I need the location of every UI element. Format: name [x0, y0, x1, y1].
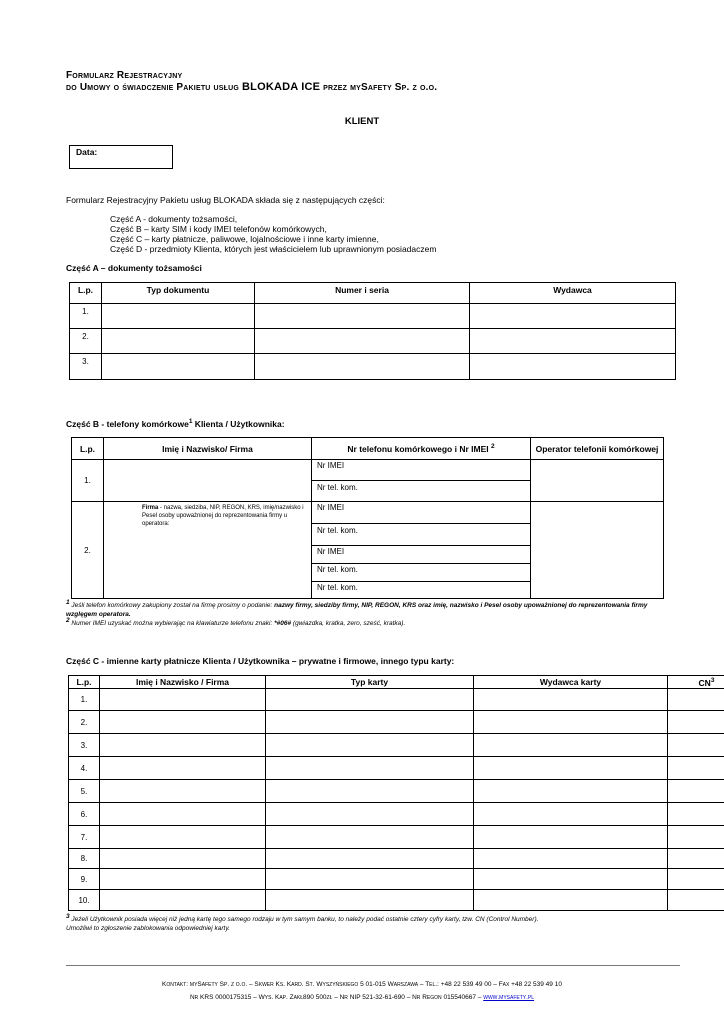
col-operator: Operator telefonii komórkowej — [531, 438, 664, 460]
input-cell[interactable] — [531, 502, 664, 599]
footnote-bold: nazwy firmy, siedziby firmy, NIP, REGON, KRS oraz imię, nazwisko i Pesel osoby upoważnionej do reprezentowania firmy wzglęgem operatora. — [66, 602, 648, 619]
table-row — [69, 890, 724, 911]
tel-field[interactable] — [312, 480, 530, 501]
input-cell[interactable] — [668, 734, 724, 757]
input-cell[interactable] — [100, 826, 266, 849]
input-cell[interactable] — [100, 734, 266, 757]
input-cell[interactable] — [668, 869, 724, 890]
footnote-number: 2 — [66, 617, 70, 624]
col-cn-label: CN — [698, 677, 711, 688]
footnote-number: 3 — [66, 913, 70, 920]
table-row — [70, 304, 676, 329]
col-lp: L.p. — [72, 438, 104, 460]
input-cell[interactable] — [668, 711, 724, 734]
input-cell[interactable] — [255, 329, 470, 354]
input-cell[interactable] — [100, 689, 266, 711]
footnote-3 — [66, 912, 676, 933]
footnote-bold: *#06# — [274, 620, 292, 628]
imei-label: Nr IMEI — [317, 503, 345, 512]
footnote-2 — [66, 616, 676, 628]
input-cell[interactable] — [474, 890, 668, 911]
form-title: Formularz Rejestracyjny — [66, 70, 183, 81]
col-cn — [668, 676, 724, 689]
section-c-table — [68, 675, 724, 911]
footnote-ref: 3 — [710, 676, 715, 684]
firma-cell[interactable] — [104, 502, 312, 599]
tel-label: Nr tel. kom. — [317, 583, 358, 592]
col-lp: L.p. — [69, 676, 100, 689]
footer-registry-text: Nr KRS 0000175315 – Wys. Kap. Zakł890 500zł – Nr NIP 521-32-61-690 – Nr Regon 015540667 – — [189, 994, 484, 1001]
table-row — [72, 502, 664, 599]
website-link[interactable]: www.mysafety.pl — [483, 994, 535, 1001]
tel-label: Nr tel. kom. — [317, 483, 358, 492]
row-number: 7. — [69, 826, 100, 849]
table-row — [69, 849, 724, 869]
input-cell[interactable] — [470, 329, 676, 354]
input-cell[interactable] — [474, 689, 668, 711]
klient-heading: KLIENT — [344, 116, 380, 127]
input-cell[interactable] — [100, 869, 266, 890]
table-row — [70, 329, 676, 354]
tel-field[interactable] — [312, 581, 530, 598]
row-number: 6. — [69, 803, 100, 826]
table-row — [69, 780, 724, 803]
date-field[interactable] — [69, 145, 173, 169]
row-number: 3. — [70, 354, 102, 380]
input-cell[interactable] — [474, 780, 668, 803]
input-cell[interactable] — [474, 757, 668, 780]
col-typ-dokumentu: Typ dokumentu — [102, 283, 255, 304]
part-item: Część D - przedmioty Klienta, których jest właścicielem lub uprawnionym posiadaczem — [110, 244, 437, 254]
firma-bold: Firma — [142, 505, 159, 511]
intro-text: Formularz Rejestracyjny Pakietu usług BLOKADA składa się z następujących części: — [66, 195, 385, 205]
subtitle-brand: BLOKADA ICE — [242, 81, 321, 93]
footer-registry — [0, 994, 724, 1001]
row-number: 2. — [72, 502, 104, 599]
input-cell[interactable] — [102, 329, 255, 354]
footnote-text: Jeżeli Użytkownik posiada więcej niż jedną kartę tego samego rodzaju w tym samym banku, to należy podać ostatnie cztery cyfry karty, tzw. CN (Control Number). — [69, 916, 539, 924]
section-a-title: Część A – dokumenty tożsamości — [66, 263, 202, 273]
input-cell[interactable] — [266, 689, 474, 711]
imei-label: Nr IMEI — [317, 461, 345, 470]
part-item: Część A - dokumenty tożsamości, — [110, 214, 238, 224]
row-number: 3. — [69, 734, 100, 757]
input-cell[interactable] — [100, 757, 266, 780]
input-cell[interactable] — [668, 689, 724, 711]
input-cell[interactable] — [266, 711, 474, 734]
input-cell[interactable] — [255, 354, 470, 380]
section-b-title-pre: Część B - telefony komórkowe — [66, 418, 189, 429]
imei-field[interactable] — [312, 502, 530, 523]
input-cell[interactable] — [100, 849, 266, 869]
form-subtitle — [66, 81, 437, 93]
row-number: 1. — [70, 304, 102, 329]
row-number: 1. — [69, 689, 100, 711]
row-number: 2. — [69, 711, 100, 734]
col-lp: L.p. — [70, 283, 102, 304]
row-number: 10. — [69, 890, 100, 911]
footnote-tail: (gwiazdka, kratka, zero, sześć, kratka). — [291, 620, 406, 628]
row-number: 9. — [69, 869, 100, 890]
input-cell[interactable] — [474, 826, 668, 849]
input-cell[interactable] — [100, 711, 266, 734]
input-cell[interactable] — [104, 460, 312, 502]
tel-label: Nr tel. kom. — [317, 526, 358, 535]
footnote-text-2: Umożliwi to zgłoszenie zablokowania odpowiedniej karty. — [66, 925, 230, 933]
subtitle-post: przez mySafety Sp. z o.o. — [320, 82, 438, 93]
footnote-text: Jeśli telefon komórkowy zakupiony został na firmę prosimy o podanie: — [69, 602, 275, 610]
input-cell[interactable] — [470, 354, 676, 380]
tel-label: Nr tel. kom. — [317, 565, 358, 574]
table-row — [69, 734, 724, 757]
tel-field[interactable] — [312, 523, 530, 545]
section-a-table — [69, 282, 676, 380]
input-cell[interactable] — [266, 890, 474, 911]
input-cell[interactable] — [266, 780, 474, 803]
table-row — [69, 689, 724, 711]
input-cell[interactable] — [102, 354, 255, 380]
part-item: Część C – karty płatnicze, paliwowe, lojalnościowe i inne karty imienne, — [110, 234, 379, 244]
col-imie-nazwisko: Imię i Nazwisko / Firma — [100, 676, 266, 689]
footer-contact: Kontakt: mySafety Sp. z o.o. – Skwer Ks. Kard. St. Wyszyńskiego 5 01-015 Warszawa – Tel.: +48 22 539 49 00 – Fax +48 22 539 49 10 — [162, 981, 562, 988]
input-cell[interactable] — [668, 849, 724, 869]
row-number: 2. — [70, 329, 102, 354]
input-cell[interactable] — [474, 734, 668, 757]
row-number: 5. — [69, 780, 100, 803]
table-row — [69, 803, 724, 826]
input-cell[interactable] — [266, 734, 474, 757]
input-cell[interactable] — [668, 780, 724, 803]
col-typ-karty: Typ karty — [266, 676, 474, 689]
footer-divider — [66, 965, 680, 966]
input-cell[interactable] — [668, 803, 724, 826]
subtitle-pre: do Umowy o świadczenie Pakietu usług — [66, 82, 243, 93]
input-cell[interactable] — [668, 890, 724, 911]
footnote-ref: 2 — [490, 443, 495, 451]
input-cell[interactable] — [474, 803, 668, 826]
input-cell[interactable] — [668, 757, 724, 780]
col-wydawca: Wydawca — [470, 283, 676, 304]
col-wydawca-karty: Wydawca karty — [474, 676, 668, 689]
section-b-title — [66, 418, 285, 429]
col-numer-seria: Numer i seria — [255, 283, 470, 304]
input-cell[interactable] — [266, 869, 474, 890]
input-cell[interactable] — [266, 826, 474, 849]
footnote-ref: 1 — [188, 418, 193, 425]
imei-field[interactable] — [312, 545, 530, 563]
input-cell[interactable] — [100, 890, 266, 911]
input-cell[interactable] — [531, 460, 664, 502]
section-b-table — [71, 437, 664, 599]
input-cell[interactable] — [100, 780, 266, 803]
imei-field[interactable] — [312, 460, 530, 480]
input-cell[interactable] — [474, 849, 668, 869]
table-row — [72, 460, 664, 502]
input-cell[interactable] — [100, 803, 266, 826]
tel-field[interactable] — [312, 563, 530, 581]
input-cell[interactable] — [266, 849, 474, 869]
col-nr-telefonu — [312, 438, 531, 460]
input-cell[interactable] — [266, 757, 474, 780]
row-number: 8. — [69, 849, 100, 869]
row-number: 1. — [72, 460, 104, 502]
input-cell[interactable] — [266, 803, 474, 826]
phone-cell — [312, 460, 531, 502]
firma-description: - nazwa, siedziba, NIP, REGON, KRS, imię/nazwisko i Pesel osoby upoważnionej do reprezentowania firmy u operatora: — [142, 505, 304, 527]
parts-list — [110, 214, 436, 254]
imei-label: Nr IMEI — [317, 547, 345, 556]
input-cell[interactable] — [474, 711, 668, 734]
table-row — [69, 711, 724, 734]
part-item: Część B – karty SIM i kody IMEI telefonów komórkowych, — [110, 224, 327, 234]
col-imie-nazwisko: Imię i Nazwisko/ Firma — [104, 438, 312, 460]
phone-cell — [312, 502, 531, 599]
table-row — [69, 826, 724, 849]
input-cell[interactable] — [668, 826, 724, 849]
footnote-text: Numer IMEI uzyskać można wybierając na klawiaturze telefonu znaki: — [69, 620, 275, 628]
section-c-title: Część C - imienne karty płatnicze Klienta / Użytkownika – prywatne i firmowe, innego typu karty: — [66, 656, 455, 666]
input-cell[interactable] — [474, 869, 668, 890]
input-cell[interactable] — [470, 304, 676, 329]
table-row — [70, 354, 676, 380]
table-row — [69, 869, 724, 890]
date-label: Data: — [76, 147, 98, 157]
row-number: 4. — [69, 757, 100, 780]
table-row — [69, 757, 724, 780]
input-cell[interactable] — [102, 304, 255, 329]
section-b-title-post: Klienta / Użytkownika: — [192, 418, 285, 429]
col-nr-telefonu-label: Nr telefonu komórkowego i Nr IMEI — [347, 443, 489, 454]
input-cell[interactable] — [255, 304, 470, 329]
footnote-number: 1 — [66, 599, 70, 606]
